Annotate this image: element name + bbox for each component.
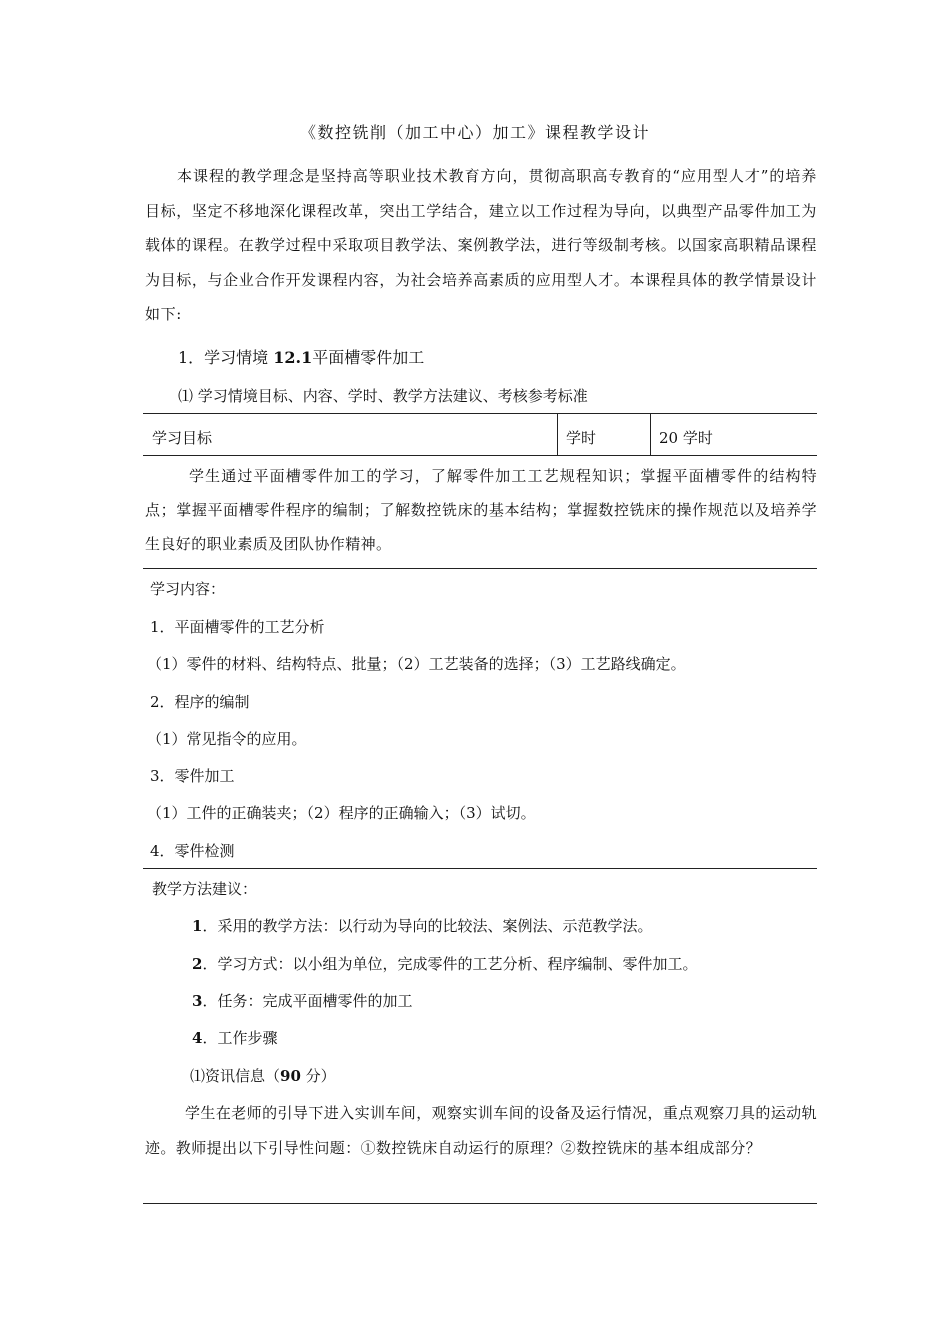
methods-label: 教学方法建议： <box>152 880 258 898</box>
step-paragraph: 学生在老师的引导下进入实训车间，观察实训车间的设备及运行情况，重点观察刀具的运动轨迹。教师提出以下引导性问题：①数控铣床自动运行的原理？②数控铣床的基本组成部分？ <box>145 1104 817 1157</box>
content-item: （1）常见指令的应用。 <box>147 730 307 748</box>
table-top-rule <box>143 413 817 414</box>
step-prefix: ⑴资讯信息（ <box>190 1067 281 1085</box>
method-number: 1 <box>192 917 203 935</box>
step-heading <box>190 1065 336 1086</box>
hours-value: 20 学时 <box>659 429 713 447</box>
section-heading <box>178 345 424 368</box>
table-bottom-rule <box>143 1203 817 1204</box>
method-number: 4 <box>192 1029 203 1047</box>
sub-heading: ⑴ 学习情境目标、内容、学时、教学方法建议、考核参考标准 <box>178 387 588 405</box>
section-code: 12.1 <box>273 348 313 367</box>
method-text: ．工作步骤 <box>202 1029 278 1047</box>
content-item: 2．程序的编制 <box>150 693 250 711</box>
method-item <box>192 990 412 1011</box>
content-bottom-rule <box>143 868 817 869</box>
method-text: ．学习方式：以小组为单位，完成零件的工艺分析、程序编制、零件加工。 <box>202 955 698 973</box>
method-number: 2 <box>192 955 203 973</box>
method-item <box>192 953 697 974</box>
document-title: 《数控铣削（加工中心）加工》课程教学设计 <box>299 123 650 142</box>
section-number: 1．学习情境 <box>178 348 274 367</box>
section-name: 平面槽零件加工 <box>312 348 425 367</box>
intro-paragraph: 本课程的教学理念是坚持高等职业技术教育方向，贯彻高职高专教育的“应用型人才”的培养目标，坚定不移地深化课程改革，突出工学结合，建立以工作过程为导向，以典型产品零件加工为载体的课程。在教学过程中采取项目教学法、案例教学法，进行等级制考核。以国家高职精品课程为目标，与企业合作开发课程内容，为社会培养高素质的应用型人才。本课程具体的教学情景设计如下: <box>145 167 817 323</box>
method-item <box>192 915 652 936</box>
hours-label: 学时 <box>566 429 597 447</box>
method-text: ．采用的教学方法：以行动为导向的比较法、案例法、示范教学法。 <box>202 917 653 935</box>
content-item: 4．零件检测 <box>150 842 235 860</box>
method-item <box>192 1027 277 1048</box>
content-item: （1）零件的材料、结构特点、批量；（2）工艺装备的选择；（3）工艺路线确定。 <box>147 655 686 673</box>
step-minutes: 90 <box>280 1067 301 1085</box>
content-item: 1．平面槽零件的工艺分析 <box>150 618 325 636</box>
goal-bottom-rule <box>143 568 817 569</box>
step-suffix: 分） <box>300 1067 336 1085</box>
header-divider-1 <box>557 414 558 455</box>
method-number: 3 <box>192 992 203 1010</box>
goal-label: 学习目标 <box>152 429 213 447</box>
header-divider-2 <box>650 414 651 455</box>
content-label: 学习内容： <box>150 580 226 598</box>
header-row-rule <box>143 455 817 456</box>
method-text: ．任务：完成平面槽零件的加工 <box>202 992 413 1010</box>
goal-paragraph: 学生通过平面槽零件加工的学习，了解零件加工工艺规程知识；掌握平面槽零件的结构特点；掌握平面槽零件程序的编制；了解数控铣床的基本结构；掌握数控铣床的操作规范以及培养学生良好的职业素质及团队协作精神。 <box>145 467 817 553</box>
content-item: （1）工件的正确装夹；（2）程序的正确输入；（3）试切。 <box>147 804 536 822</box>
content-item: 3．零件加工 <box>150 767 235 785</box>
